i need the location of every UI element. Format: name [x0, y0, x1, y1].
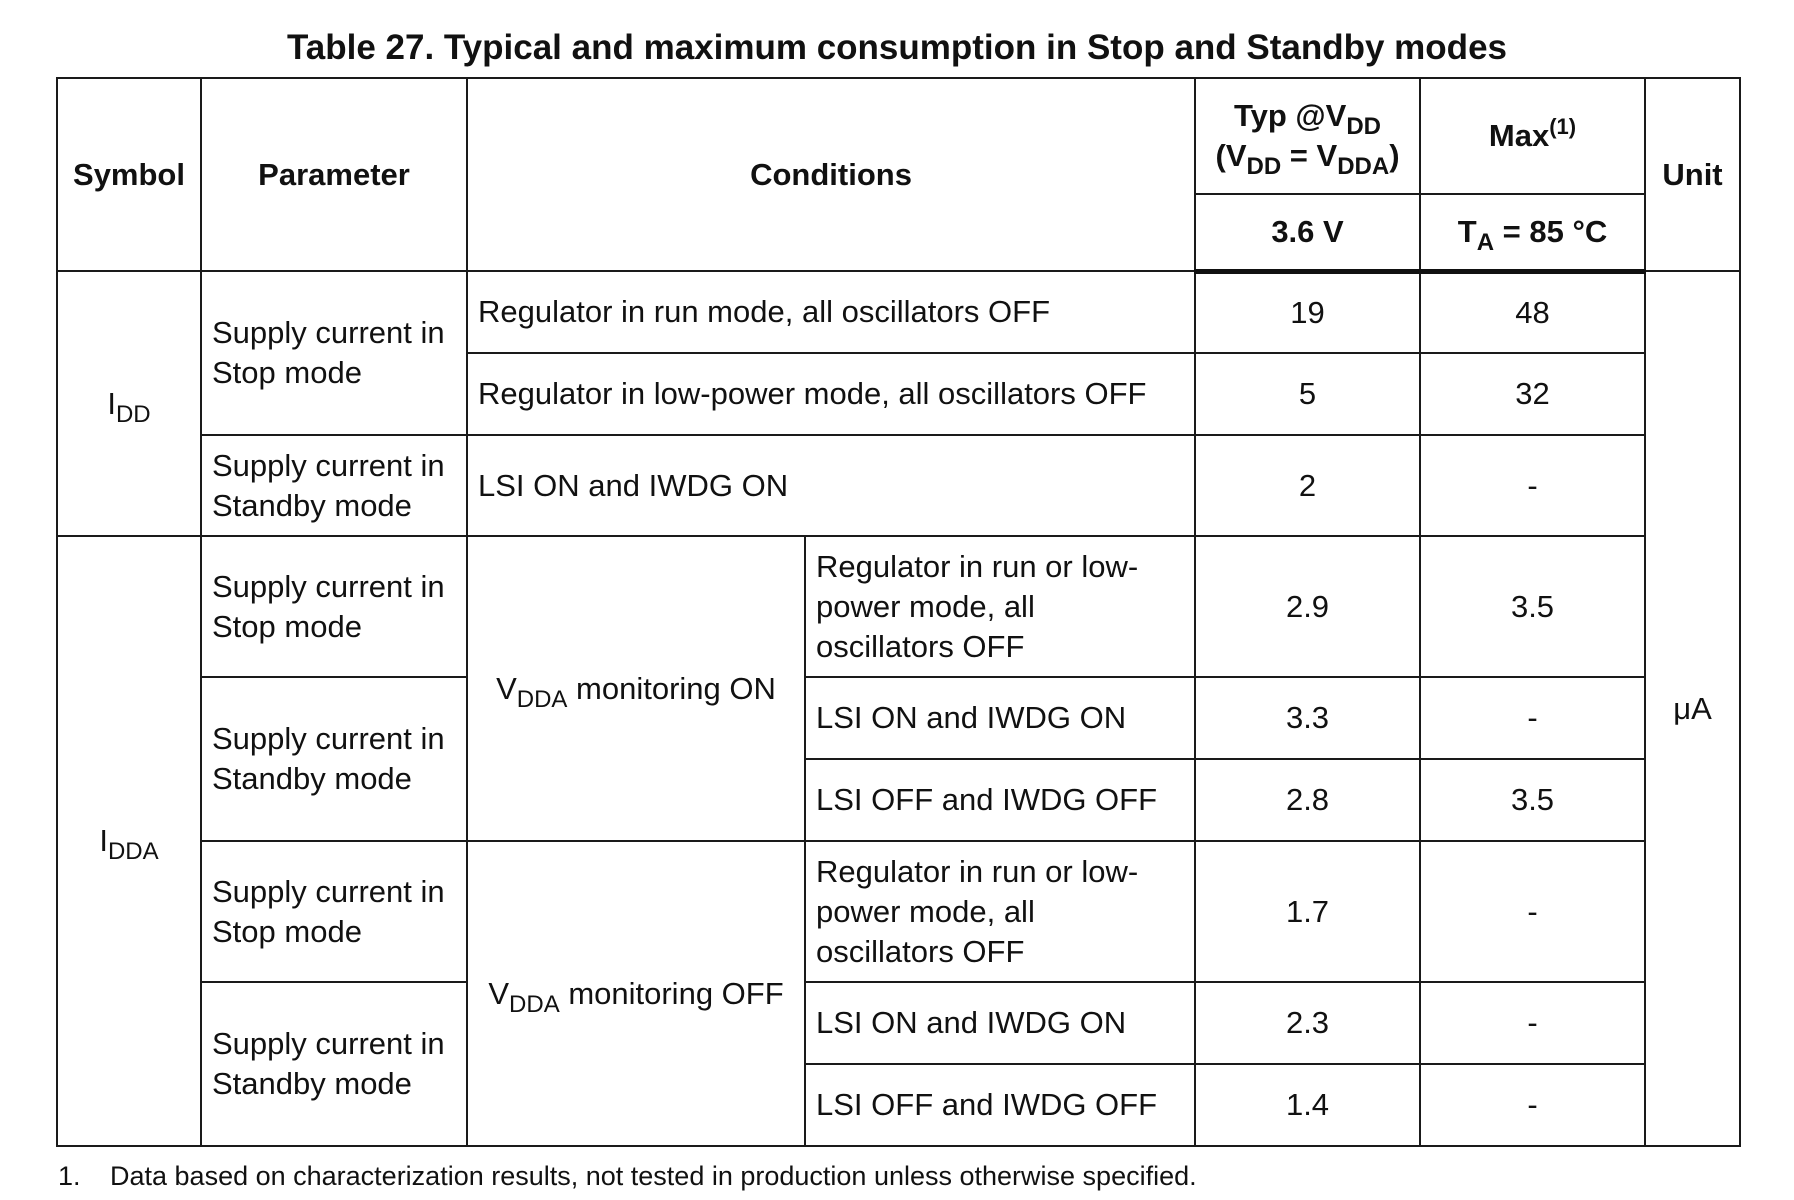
max-value: 32 [1420, 353, 1645, 435]
table-row [57, 271, 1740, 353]
header-ta: $T_A = 85$ °C [1420, 194, 1645, 271]
condition-cell: Regulator in run or low- power mode, all oscillators OFF [805, 536, 1195, 677]
parameter-cell: Supply current in Standby mode [201, 982, 467, 1146]
table-row [57, 982, 1740, 1064]
max-value: - [1420, 982, 1645, 1064]
condition-cell: LSI OFF and IWDG OFF [805, 1064, 1195, 1146]
condition-cell: LSI ON and IWDG ON [805, 982, 1195, 1064]
symbol-idda: $I_{DDA}$ [57, 536, 201, 1146]
header-parameter: Parameter [201, 78, 467, 271]
table-row [57, 841, 1740, 982]
typ-value: 2.8 [1195, 759, 1420, 841]
table-row [57, 435, 1740, 536]
condition-cell: Regulator in run mode, all oscillators OFF [467, 271, 1195, 353]
footnote-number: 1. [58, 1161, 81, 1191]
typ-value: 2 [1195, 435, 1420, 536]
table-row [57, 536, 1740, 677]
header-typ-voltage: 3.6 V [1195, 194, 1420, 271]
unit-cell: μA [1645, 271, 1740, 1146]
header-symbol: Symbol [57, 78, 201, 271]
parameter-cell: Supply current in Stop mode [201, 841, 467, 982]
header-unit: Unit [1645, 78, 1740, 271]
table-title: Table 27. Typical and maximum consumption in Stop and Standby modes [286, 28, 1507, 67]
max-value: - [1420, 677, 1645, 759]
condition-cell: Regulator in low-power mode, all oscillators OFF [467, 353, 1195, 435]
header-row [57, 78, 1740, 194]
condition-cell: LSI ON and IWDG ON [467, 435, 1195, 536]
footnote-text: Data based on characterization results, not tested in production unless otherwise specified. [110, 1161, 1197, 1191]
parameter-cell: Supply current in Standby mode [201, 435, 467, 536]
header-conditions: Conditions [467, 78, 1195, 271]
condition-cell: LSI ON and IWDG ON [805, 677, 1195, 759]
max-value: - [1420, 1064, 1645, 1146]
max-value: - [1420, 435, 1645, 536]
typ-value: 5 [1195, 353, 1420, 435]
condition-cell: LSI OFF and IWDG OFF [805, 759, 1195, 841]
typ-value: 2.9 [1195, 536, 1420, 677]
max-value: - [1420, 841, 1645, 982]
vdda-monitoring-off: $V_{DDA}$ monitoring OFF [467, 841, 805, 1146]
footnote [58, 1158, 1197, 1194]
max-value: 3.5 [1420, 759, 1645, 841]
consumption-table [56, 77, 1741, 1147]
table-row [57, 677, 1740, 759]
header-max: Max$^{(1)}$ [1420, 78, 1645, 194]
parameter-cell: Supply current in Stop mode [201, 271, 467, 435]
typ-value: 1.4 [1195, 1064, 1420, 1146]
parameter-cell: Supply current in Stop mode [201, 536, 467, 677]
max-value: 3.5 [1420, 536, 1645, 677]
typ-value: 1.7 [1195, 841, 1420, 982]
typ-value: 2.3 [1195, 982, 1420, 1064]
typ-value: 3.3 [1195, 677, 1420, 759]
parameter-cell: Supply current in Standby mode [201, 677, 467, 841]
symbol-idd: $I_{DD}$ [57, 271, 201, 536]
max-value: 48 [1420, 271, 1645, 353]
condition-cell: Regulator in run or low- power mode, all oscillators OFF [805, 841, 1195, 982]
header-typ: Typ $@V_{DD}$ $(V_{DD} = V_{DDA})$ [1195, 78, 1420, 194]
vdda-monitoring-on: $V_{DDA}$ monitoring ON [467, 536, 805, 841]
typ-value: 19 [1195, 271, 1420, 353]
